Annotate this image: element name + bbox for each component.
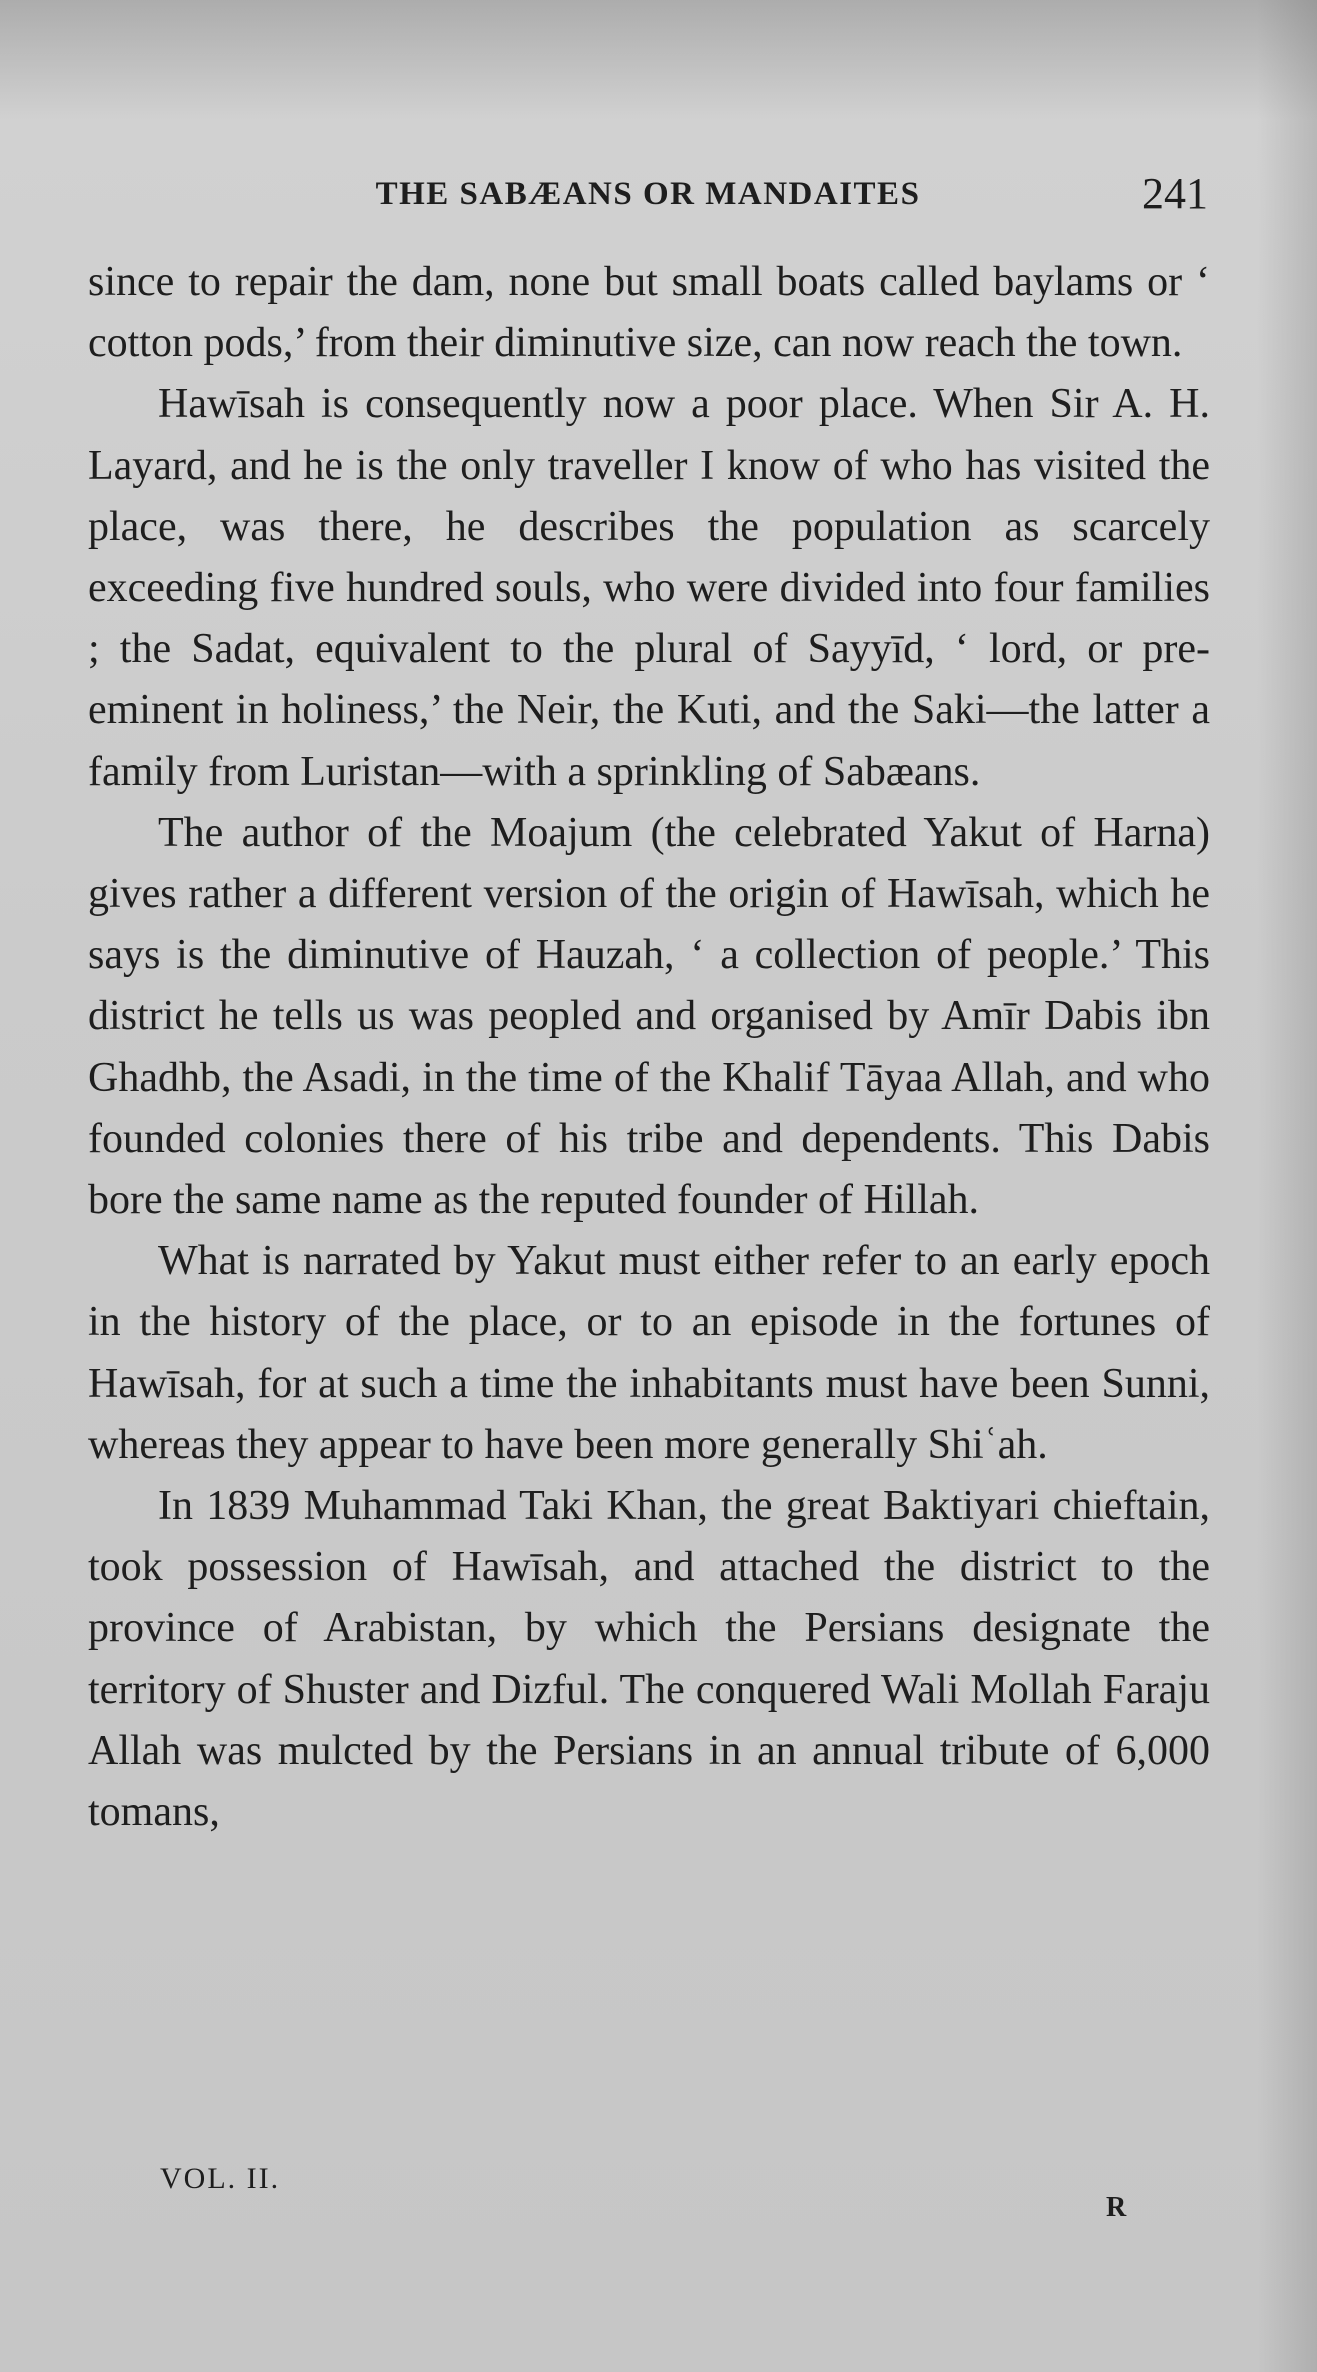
signature-mark: R	[1106, 2192, 1127, 2223]
paragraph-3: The author of the Moajum (the celebrated Yakut of Harna) gives rather a different version of the origin of Hawīsah, which he says is the diminutive of Hauzah, ‘ a collection of people.’ This district he tells us was peopled and organised by Amīr Dabis ibn Ghadhb, the Asadi, in the time of the Khalif Tāyaa Allah, and who founded colonies there of his tribe and dependents. This Dabis bore the same name as the reputed founder of Hillah.	[88, 809, 1210, 1224]
body-text	[88, 252, 1210, 1843]
volume-label: VOL. II.	[160, 2162, 281, 2195]
running-title: THE SABÆANS OR MANDAITES	[375, 176, 921, 212]
paragraph-5: In 1839 Muhammad Taki Khan, the great Baktiyari chieftain, took possession of Hawīsah, and attached the district to the province of Arabistan, by which the Persians designate the territory of Shuster and Dizful. The conquered Wali Mollah Faraju Allah was mulcted by the Persians in an annual tribute of 6,000 tomans,	[88, 1483, 1210, 1836]
page-shadow-top	[0, 0, 1317, 120]
paragraph-2: Hawīsah is consequently now a poor place. When Sir A. H. Layard, and he is the only traveller I know of who has visited the place, was there, he describes the population as scarcely exceeding five hundred souls, who were divided into four families ; the Sadat, equivalent to the plural of Sayyīd, ‘ lord, or pre-eminent in holiness,’ the Neir, the Kuti, and the Saki—the latter a family from Luristan—with a sprinkling of Sabæans.	[88, 381, 1210, 795]
paragraph-4: What is narrated by Yakut must either refer to an early epoch in the history of the place, or to an episode in the fortunes of Hawīsah, for at such a time the inhabitants must have been Sunni, whereas they appear to have been more generally Shiʿah.	[88, 1238, 1210, 1468]
paragraph-1: since to repair the dam, none but small boats called baylams or ‘ cotton pods,’ from their diminutive size, can now reach the town.	[88, 259, 1210, 367]
running-head	[88, 168, 1208, 224]
page-number: 241	[1142, 169, 1208, 218]
page-shadow-right	[1257, 0, 1317, 2372]
